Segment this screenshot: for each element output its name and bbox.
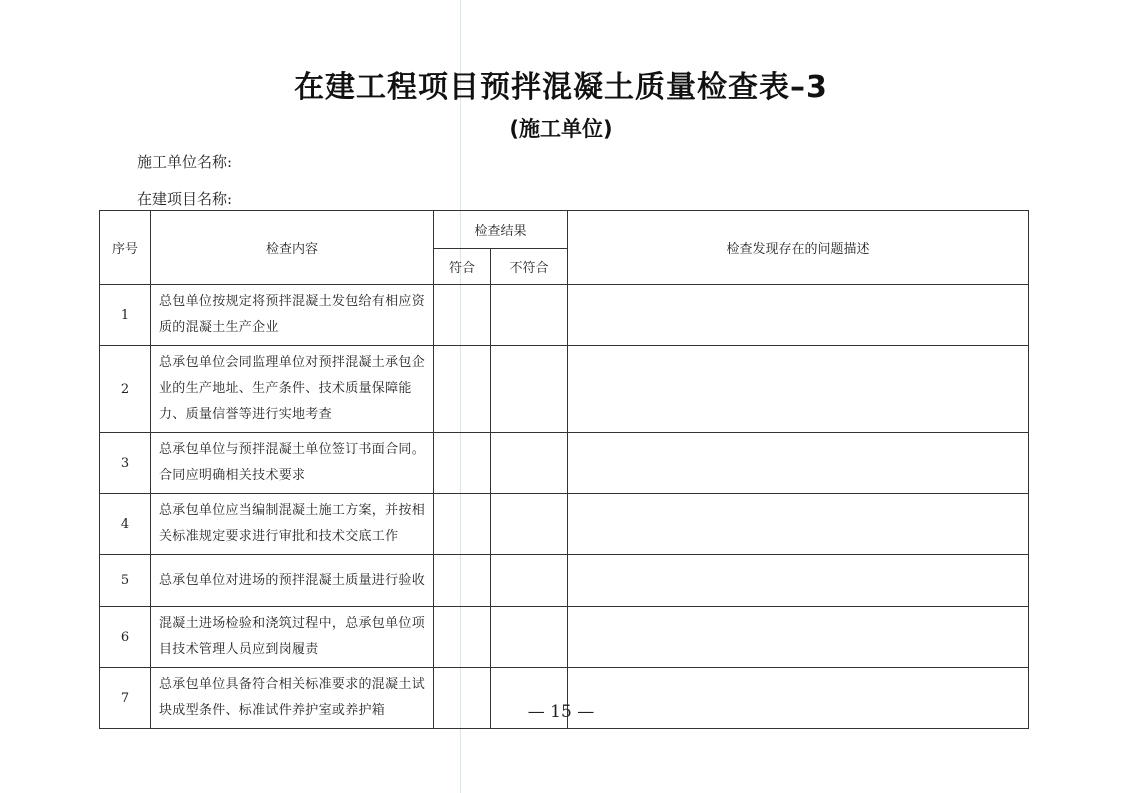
description-cell[interactable] — [568, 607, 1029, 668]
not-ok-cell[interactable] — [491, 494, 568, 555]
table-row — [100, 433, 1029, 494]
description-cell[interactable] — [568, 346, 1029, 433]
ok-cell[interactable] — [434, 607, 491, 668]
header-ok: 符合 — [434, 249, 491, 285]
header-result: 检查结果 — [434, 211, 568, 249]
not-ok-cell[interactable] — [491, 607, 568, 668]
row-number: 5 — [100, 555, 151, 607]
row-content: 混凝土进场检验和浇筑过程中，总承包单位项目技术管理人员应到岗履责 — [151, 607, 434, 668]
row-number: 6 — [100, 607, 151, 668]
row-number: 4 — [100, 494, 151, 555]
not-ok-cell[interactable] — [491, 285, 568, 346]
not-ok-cell[interactable] — [491, 555, 568, 607]
page-number: — 15 — — [527, 702, 595, 722]
header-content: 检查内容 — [151, 211, 434, 285]
description-cell[interactable] — [568, 433, 1029, 494]
description-cell[interactable] — [568, 494, 1029, 555]
header-no: 序号 — [100, 211, 151, 285]
construction-unit-label: 施工单位名称: — [137, 153, 233, 171]
row-number: 2 — [100, 346, 151, 433]
ok-cell[interactable] — [434, 433, 491, 494]
ok-cell[interactable] — [434, 494, 491, 555]
row-number: 7 — [100, 668, 151, 729]
description-cell[interactable] — [568, 285, 1029, 346]
header-description: 检查发现存在的问题描述 — [568, 211, 1029, 285]
row-number: 1 — [100, 285, 151, 346]
row-content: 总承包单位对进场的预拌混凝土质量进行验收 — [151, 555, 434, 607]
header-not-ok: 不符合 — [491, 249, 568, 285]
inspection-table — [99, 210, 1029, 729]
row-content: 总承包单位具备符合相关标准要求的混凝土试块成型条件、标准试件养护室或养护箱 — [151, 668, 434, 729]
not-ok-cell[interactable] — [491, 433, 568, 494]
row-content: 总承包单位会同监理单位对预拌混凝土承包企业的生产地址、生产条件、技术质量保障能力、质量信誉等进行实地考查 — [151, 346, 434, 433]
row-content: 总承包单位与预拌混凝土单位签订书面合同。 合同应明确相关技术要求 — [151, 433, 434, 494]
table-row — [100, 607, 1029, 668]
ok-cell[interactable] — [434, 555, 491, 607]
project-name-label: 在建项目名称: — [137, 190, 233, 208]
row-content: 总包单位按规定将预拌混凝土发包给有相应资质的混凝土生产企业 — [151, 285, 434, 346]
table-row — [100, 346, 1029, 433]
row-number: 3 — [100, 433, 151, 494]
page-title: 在建工程项目预拌混凝土质量检查表–3 — [294, 70, 828, 105]
description-cell[interactable] — [568, 555, 1029, 607]
table-row — [100, 494, 1029, 555]
table-row — [100, 555, 1029, 607]
page-subtitle: (施工单位) — [509, 117, 613, 141]
not-ok-cell[interactable] — [491, 346, 568, 433]
ok-cell[interactable] — [434, 285, 491, 346]
ok-cell[interactable] — [434, 346, 491, 433]
table-row — [100, 285, 1029, 346]
row-content: 总承包单位应当编制混凝土施工方案，并按相关标准规定要求进行审批和技术交底工作 — [151, 494, 434, 555]
